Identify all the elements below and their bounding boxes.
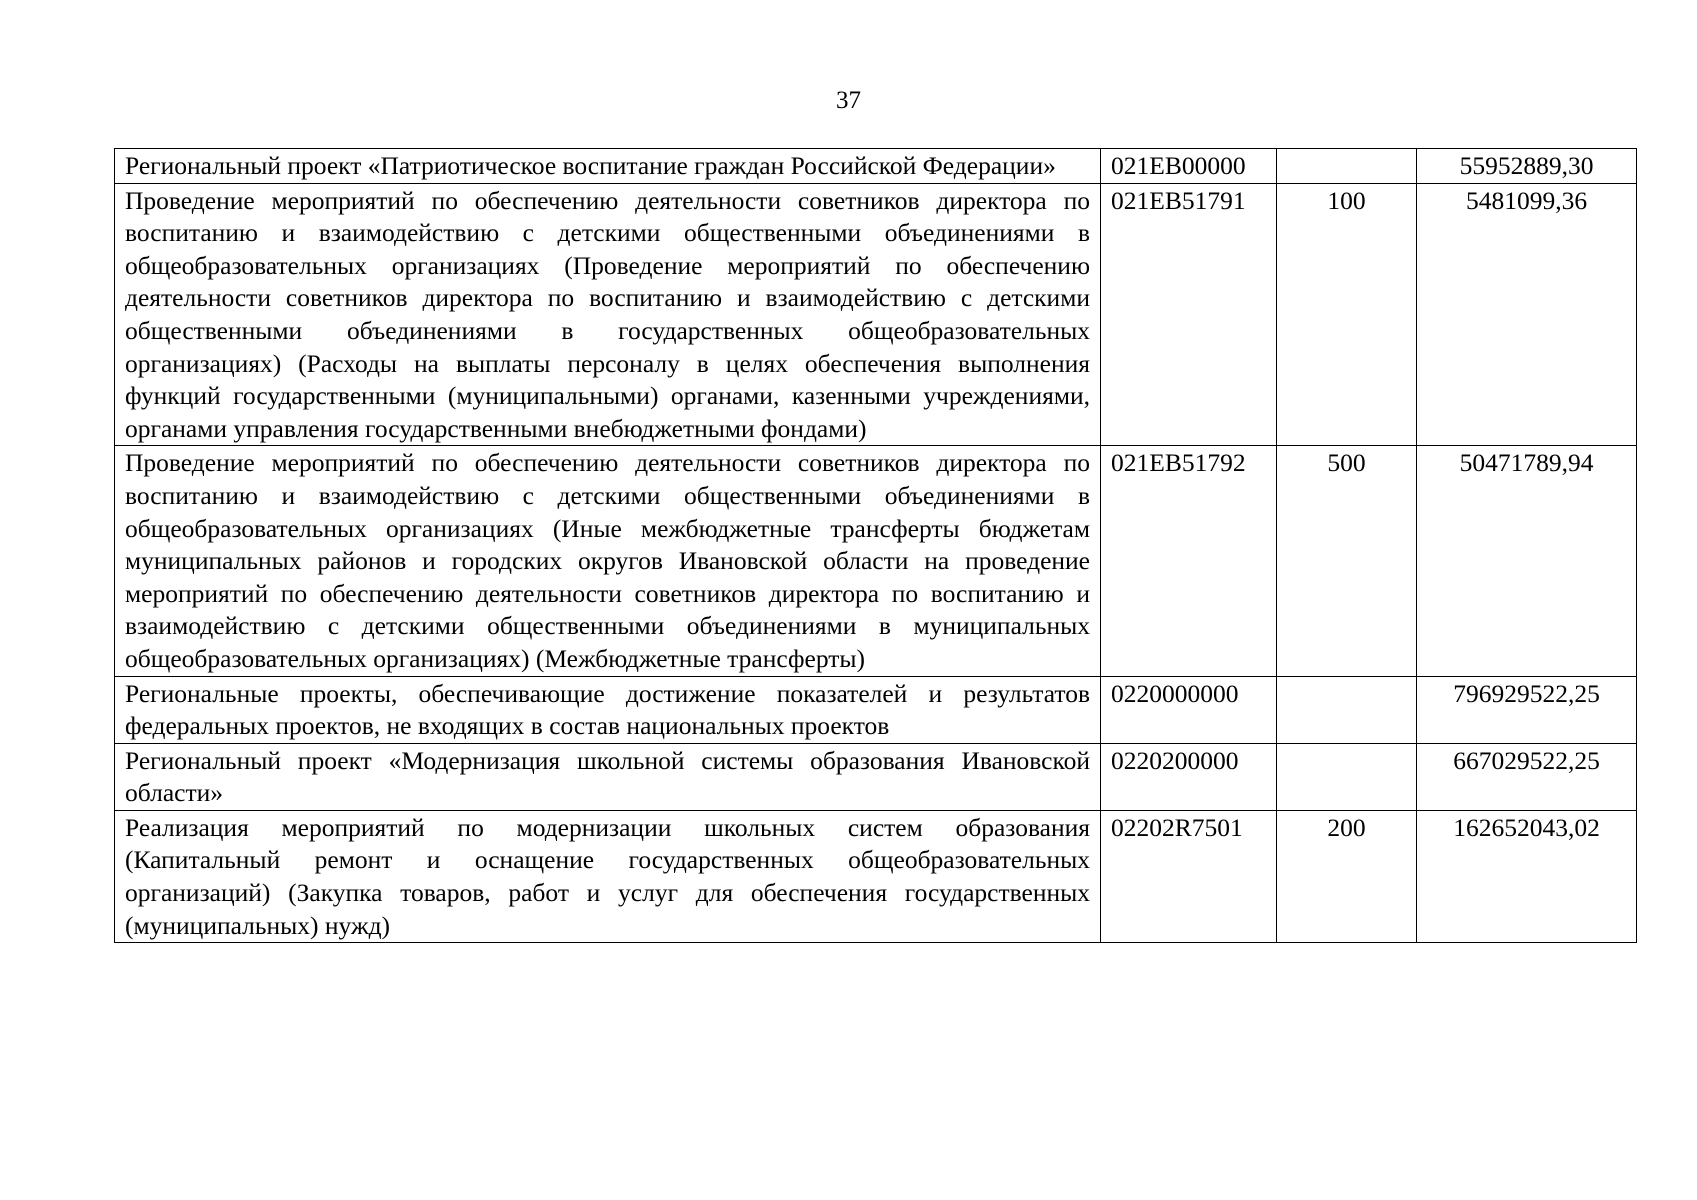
target-code-cell: 021EB51792 — [1101, 446, 1277, 676]
table-row — [115, 676, 1637, 743]
target-code-cell: 0220000000 — [1101, 676, 1277, 743]
expense-name-cell: Проведение мероприятий по обеспечению деятельности советников директора по воспитанию и взаимодействию с детскими общественными объединениями в общеобразовательных организациях (Иные межбюджетные трансферты бюджетам муниципальных районов и городских округов Ивановской области на проведение мероприятий по обеспечению деятельности советников директора по воспитанию и взаимодействию с детскими общественными объединениями в муниципальных общеобразовательных организациях) (Межбюджетные трансферты) — [115, 446, 1101, 676]
page-number: 37 — [836, 87, 861, 114]
expense-kind-cell: 200 — [1277, 810, 1417, 942]
expense-kind-cell: 500 — [1277, 446, 1417, 676]
expense-name-cell: Проведение мероприятий по обеспечению деятельности советников директора по воспитанию и взаимодействию с детскими общественными объединениями в общеобразовательных организациях (Проведение мероприятий по обеспечению деятельности советников директора по воспитанию и взаимодействию с детскими общественными объединениями в государственных общеобразовательных организациях) (Расходы на выплаты персоналу в целях обеспечения выполнения функций государственными (муниципальными) органами, казенными учреждениями, органами управления государственными внебюджетными фондами) — [115, 183, 1101, 446]
expense-kind-cell: 100 — [1277, 183, 1417, 446]
expense-kind-cell — [1277, 149, 1417, 184]
target-code-cell: 02202R7501 — [1101, 810, 1277, 942]
expense-kind-cell — [1277, 743, 1417, 810]
budget-table — [114, 148, 1637, 943]
amount-cell: 55952889,30 — [1417, 149, 1637, 184]
amount-cell: 796929522,25 — [1417, 676, 1637, 743]
amount-cell: 5481099,36 — [1417, 183, 1637, 446]
table-row — [115, 743, 1637, 810]
amount-cell: 667029522,25 — [1417, 743, 1637, 810]
expense-name-cell: Региональные проекты, обеспечивающие достижение показателей и результатов федеральных проектов, не входящих в состав национальных проектов — [115, 676, 1101, 743]
amount-cell: 162652043,02 — [1417, 810, 1637, 942]
expense-kind-cell — [1277, 676, 1417, 743]
table-row — [115, 183, 1637, 446]
table-row — [115, 446, 1637, 676]
expense-name-cell: Региональный проект «Модернизация школьной системы образования Ивановской области» — [115, 743, 1101, 810]
amount-cell: 50471789,94 — [1417, 446, 1637, 676]
expense-name-cell: Региональный проект «Патриотическое воспитание граждан Российской Федерации» — [115, 149, 1101, 184]
target-code-cell: 0220200000 — [1101, 743, 1277, 810]
target-code-cell: 021EB00000 — [1101, 149, 1277, 184]
expense-name-cell: Реализация мероприятий по модернизации школьных систем образования (Капитальный ремонт и оснащение государственных общеобразовательных организаций) (Закупка товаров, работ и услуг для обеспечения государственных (муниципальных) нужд) — [115, 810, 1101, 942]
table-row — [115, 810, 1637, 942]
table-row — [115, 149, 1637, 184]
target-code-cell: 021EB51791 — [1101, 183, 1277, 446]
